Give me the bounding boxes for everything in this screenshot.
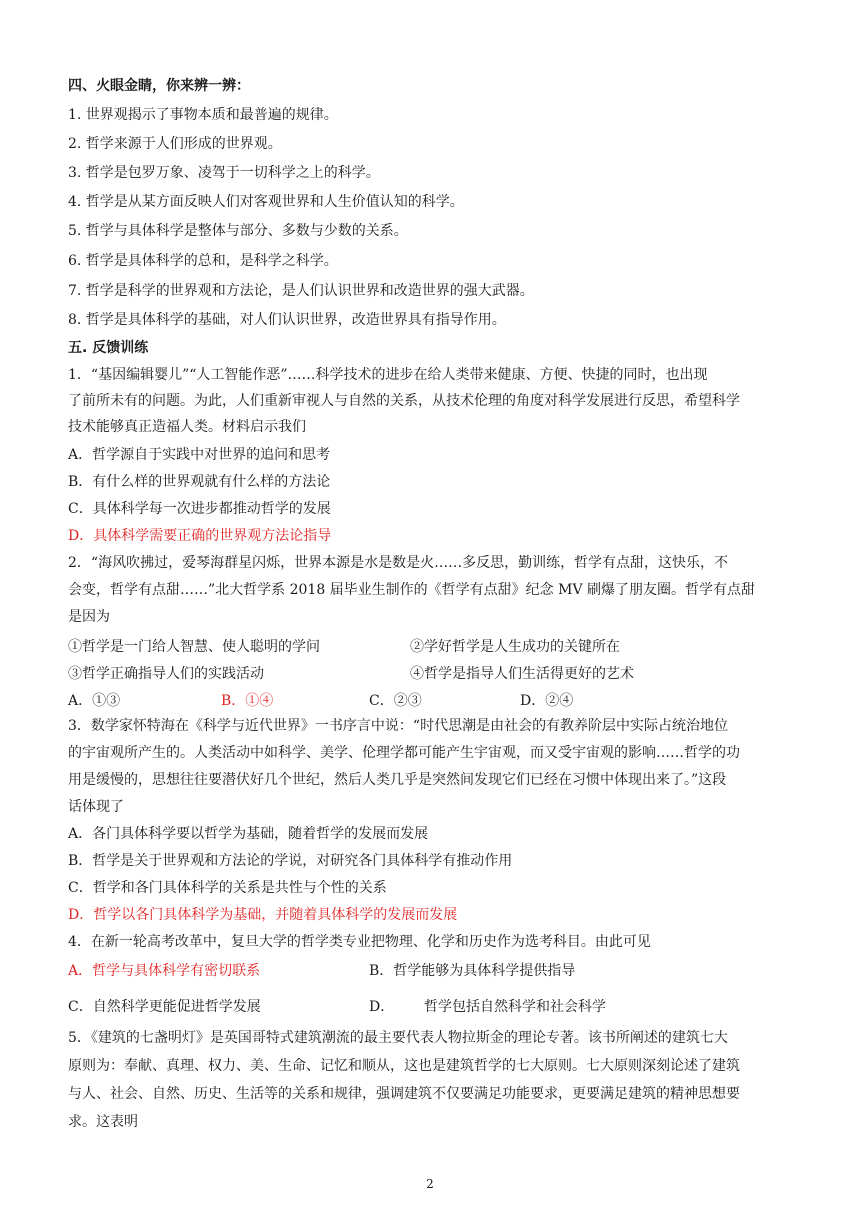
judge-item-7: 7. 哲学是科学的世界观和方法论，是人们认识世界和改造世界的强大武器。 [68,283,534,299]
q2-statement-1: ①哲学是一门给人智慧、使人聪明的学问 [68,639,320,655]
q4-option-d-label: D． [369,999,395,1015]
q2-stem-line-2: 会变，哲学有点甜……”北大哲学系 2018 届毕业生制作的《哲学有点甜》纪念 MV 刷爆了朋友圈。哲学有点甜 [68,582,756,598]
q3-stem-line-2: 的宇宙观所产生的。人类活动中如科学、美学、伦理学都可能产生宇宙观，而又受宇宙观的影响……哲学的功 [68,745,740,761]
q2-option-c: C．②③ [369,693,422,709]
q2-statement-3: ③哲学正确指导人们的实践活动 [68,666,264,682]
q4-option-c: C．自然科学更能促进哲学发展 [68,999,261,1015]
judge-item-5: 5. 哲学与具体科学是整体与部分、多数与少数的关系。 [68,223,408,239]
q2-statement-4: ④哲学是指导人们生活得更好的艺术 [410,666,634,682]
section-4-title: 四、火眼金睛，你来辨一辨： [68,78,250,94]
q3-stem-line-4: 话体现了 [68,799,124,815]
q2-option-b-answer: B．①④ [221,693,274,709]
judge-item-6: 6. 哲学是具体科学的总和，是科学之科学。 [68,253,338,269]
q1-option-d-answer: D．具体科学需要正确的世界观方法论指导 [68,528,332,544]
judge-item-3: 3. 哲学是包罗万象、凌驾于一切科学之上的科学。 [68,165,380,181]
judge-item-8: 8. 哲学是具体科学的基础，对人们认识世界，改造世界具有指导作用。 [68,312,506,328]
q5-stem-line-3: 与人、社会、自然、历史、生活等的关系和规律，强调建筑不仅要满足功能要求，更要满足建筑的精神思想要 [68,1086,740,1102]
q1-stem-line-2: 了前所未有的问题。为此，人们重新审视人与自然的关系，从技术伦理的角度对科学发展进行反思，希望科学 [68,393,740,409]
q1-option-b: B．有什么样的世界观就有什么样的方法论 [68,474,331,490]
q1-option-a: A．哲学源自于实践中对世界的追问和思考 [68,447,331,463]
q1-stem-line-3: 技术能够真正造福人类。材料启示我们 [68,419,306,435]
judge-item-4: 4. 哲学是从某方面反映人们对客观世界和人生价值认知的科学。 [68,194,464,210]
q4-option-a-answer: A．哲学与具体科学有密切联系 [68,963,261,979]
q2-option-d: D．②④ [520,693,574,709]
q4-option-b: B．哲学能够为具体科学提供指导 [369,963,576,979]
q2-statement-2: ②学好哲学是人生成功的关键所在 [410,639,620,655]
q3-stem-line-3: 用是缓慢的，思想往往要潜伏好几个世纪，然后人类几乎是突然间发现它们已经在习惯中体现出来了。”这段 [68,772,727,788]
q4-option-d: 哲学包括自然科学和社会科学 [424,999,606,1015]
q1-stem-line-1: 1．“基因编辑婴儿”“人工智能作恶”……科学技术的进步在给人类带来健康、方便、快捷的同时，也出现 [68,367,708,383]
q5-stem-line-4: 求。这表明 [68,1114,138,1130]
q4-stem: 4．在新一轮高考改革中，复旦大学的哲学类专业把物理、化学和历史作为选考科目。由此可见 [68,934,651,950]
judge-item-2: 2. 哲学来源于人们形成的世界观。 [68,136,282,152]
q2-option-a: A．①③ [68,693,121,709]
section-5-title: 五. 反馈训练 [68,340,149,356]
q3-option-a: A．各门具体科学要以哲学为基础，随着哲学的发展而发展 [68,826,429,842]
q3-option-c: C．哲学和各门具体科学的关系是共性与个性的关系 [68,880,387,896]
q5-stem-line-1: 5．《建筑的七盏明灯》是英国哥特式建筑潮流的最主要代表人物拉斯金的理论专著。该书所阐述的建筑七大 [68,1030,728,1046]
judge-item-1: 1. 世界观揭示了事物本质和最普遍的规律。 [68,107,338,123]
q3-option-b: B．哲学是关于世界观和方法论的学说，对研究各门具体科学有推动作用 [68,853,513,869]
q1-option-c: C．具体科学每一次进步都推动哲学的发展 [68,501,331,517]
q2-stem-line-1: 2．“海风吹拂过，爱琴海群星闪烁，世界本源是水是数是火……多反思，勤训练，哲学有点甜，这快乐，不 [68,555,729,571]
q3-option-d-answer: D．哲学以各门具体科学为基础，并随着具体科学的发展而发展 [68,907,458,923]
q3-stem-line-1: 3．数学家怀特海在《科学与近代世界》一书序言中说：“时代思潮是由社会的有教养阶层中实际占统治地位 [68,718,729,734]
q5-stem-line-2: 原则为：奉献、真理、权力、美、生命、记忆和顺从，这也是建筑哲学的七大原则。七大原则深刻论述了建筑 [68,1058,740,1074]
page-number: 2 [426,1177,434,1191]
q2-stem-line-3: 是因为 [68,609,110,625]
